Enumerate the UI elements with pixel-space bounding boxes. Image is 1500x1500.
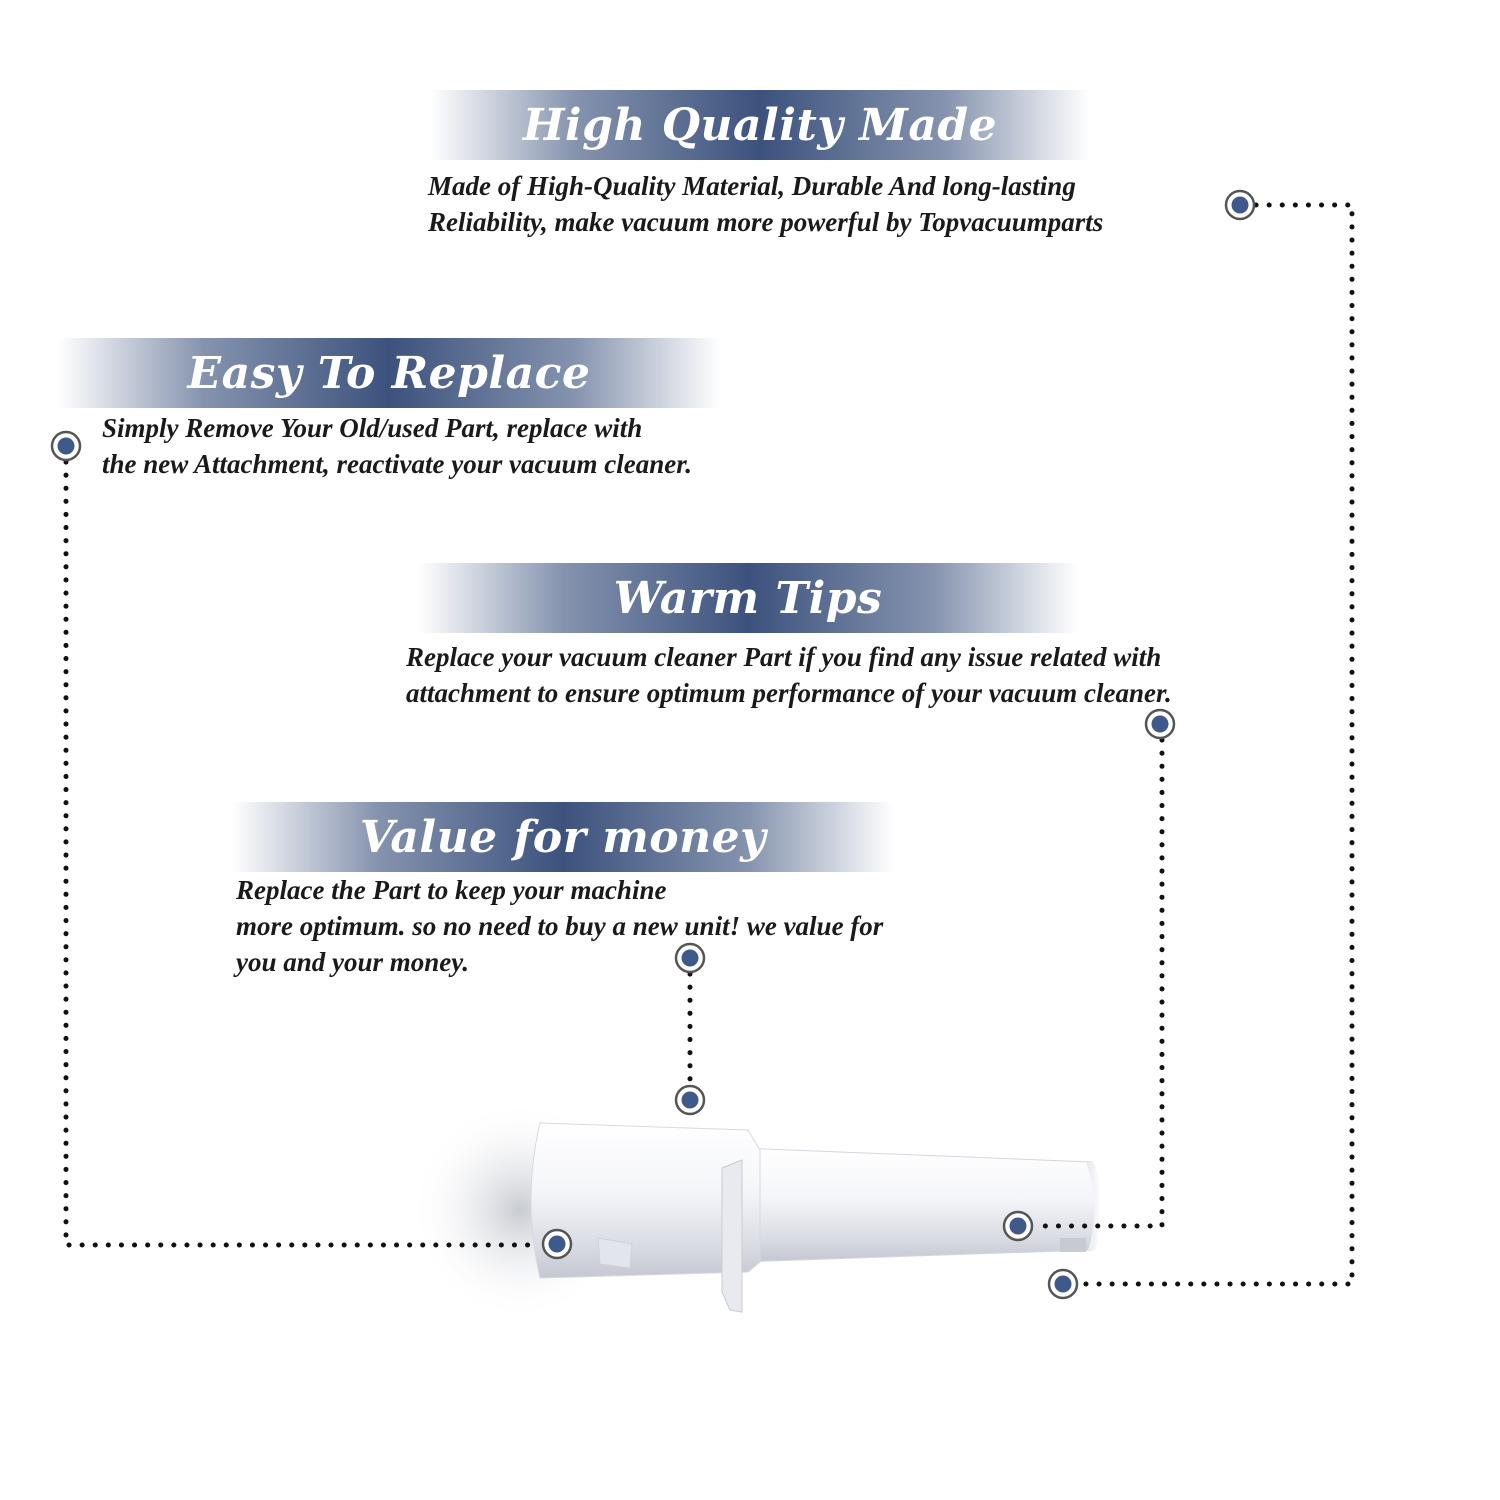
desc-line: the new Attachment, reactivate your vacuum cleaner. (102, 449, 692, 479)
vacuum-attachment-tube (410, 1100, 1102, 1320)
target-dot-icon (676, 944, 704, 972)
target-dot-icon (543, 1230, 571, 1258)
target-dot-icon (52, 432, 80, 460)
connector-high-quality (1078, 205, 1352, 1284)
desc-line: Simply Remove Your Old/used Part, replace with (102, 413, 643, 443)
desc-line: Replace the Part to keep your machine (236, 875, 667, 905)
connector-warm-tips (1034, 740, 1162, 1226)
desc-line: you and your money. (236, 947, 470, 977)
title-easy-to-replace: Easy To Replace (187, 347, 591, 399)
desc-line: Made of High-Quality Material, Durable And long-lasting (428, 171, 1076, 201)
target-dot-icon (1146, 710, 1174, 738)
target-dot-icon (1004, 1212, 1032, 1240)
title-high-quality-made: High Quality Made (522, 99, 998, 151)
desc-line: more optimum. so no need to buy a new unit! we value for (236, 911, 884, 941)
desc-line: Replace your vacuum cleaner Part if you find any issue related with (406, 642, 1162, 672)
target-dot-icon (1226, 191, 1254, 219)
title-warm-tips: Warm Tips (613, 572, 883, 624)
target-dot-icon (1049, 1270, 1077, 1298)
desc-line: attachment to ensure optimum performance of your vacuum cleaner. (406, 678, 1172, 708)
title-value-for-money: Value for money (359, 811, 767, 863)
dotted-connectors (66, 205, 1352, 1284)
target-dot-icon (676, 1086, 704, 1114)
desc-line: Reliability, make vacuum more powerful by Topvacuumparts (428, 207, 1104, 237)
